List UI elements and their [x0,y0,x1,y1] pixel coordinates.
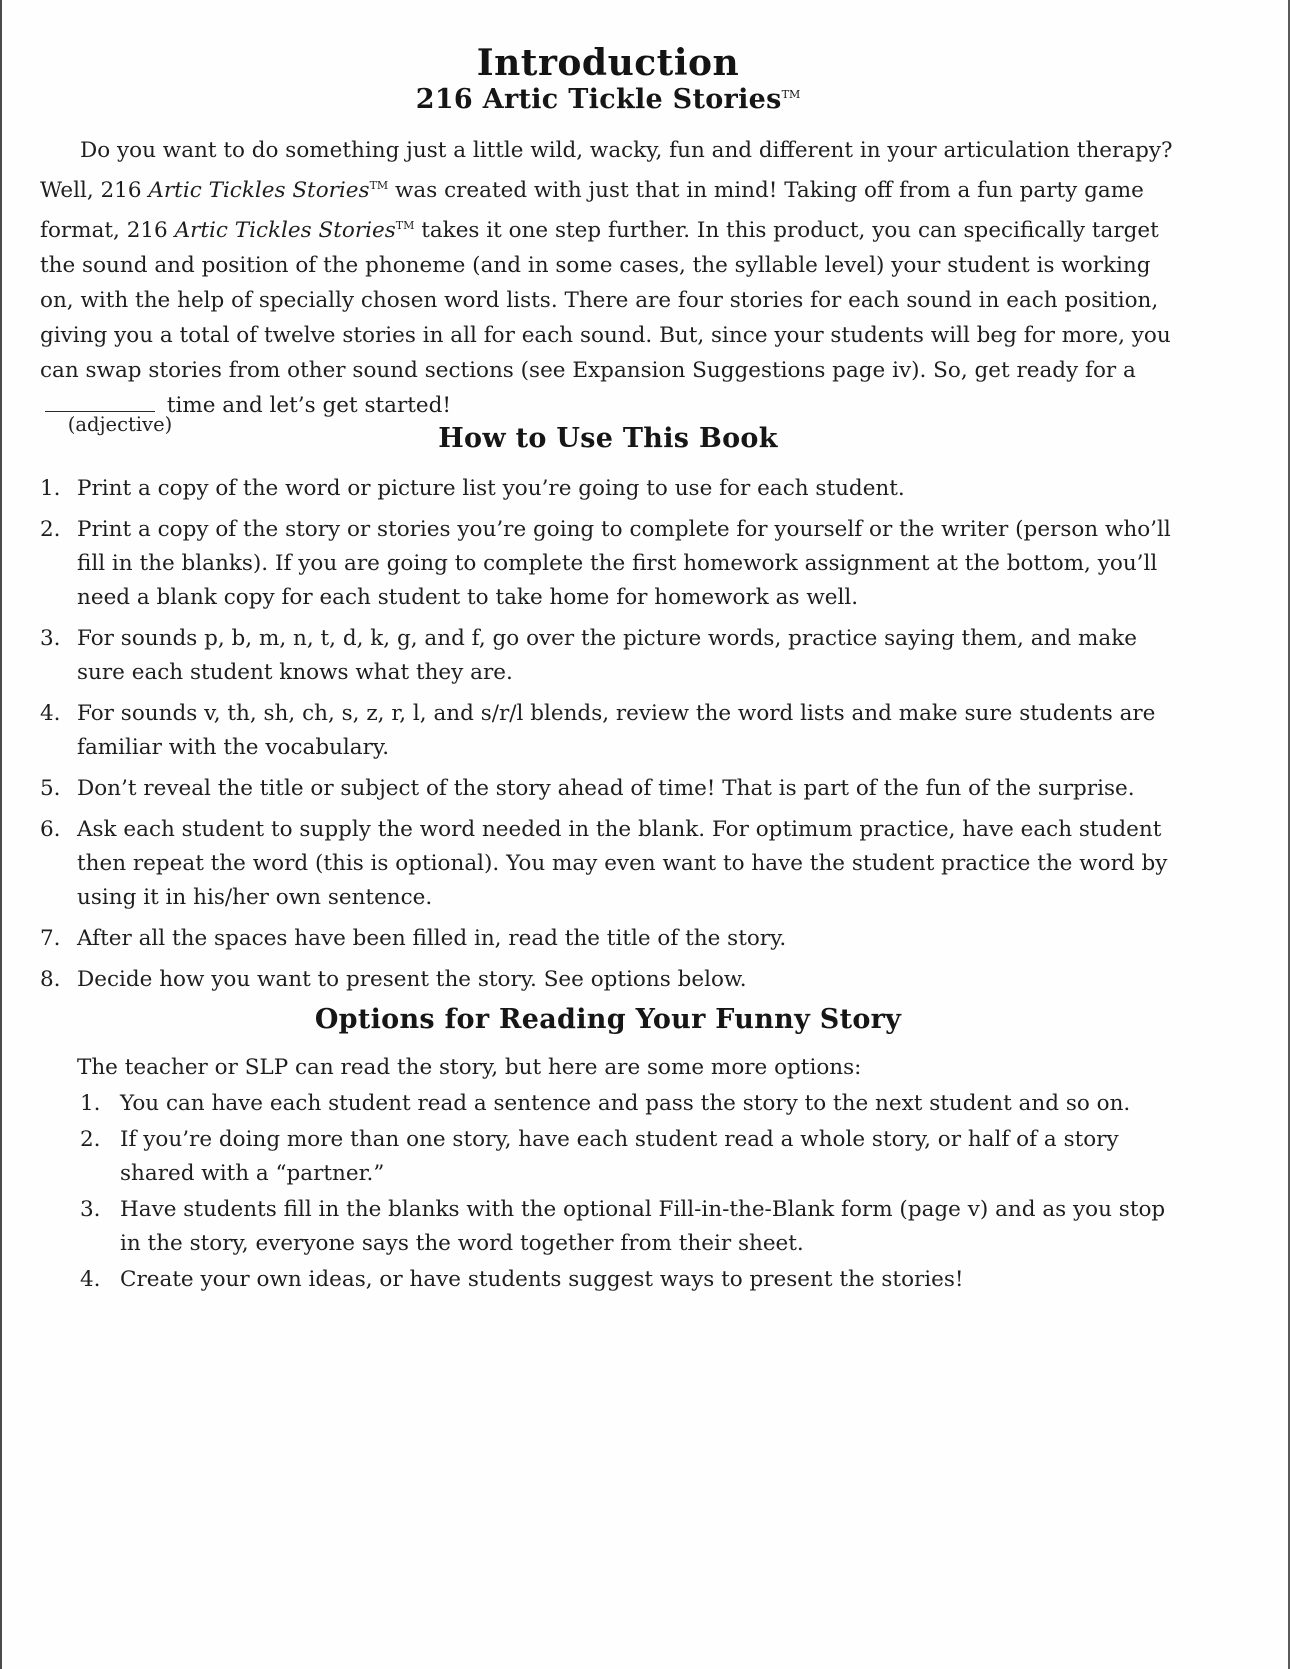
list-item-text: Have students fill in the blanks with the optional Fill-in-the-Blank form (page v) and as you stop in the story, everyone says the word together from their sheet. [120,1197,1166,1257]
list-item-text: You can have each student read a sentence and pass the story to the next student and so on. [120,1091,1131,1117]
options-heading: Options for Reading Your Funny Story [314,1004,902,1036]
how-to-use-heading: How to Use This Book [438,423,778,455]
how-to-use-list-item [40,622,1176,690]
how-to-use-list-item [40,697,1176,765]
options-list-item [80,1193,1176,1261]
list-item-text: After all the spaces have been filled in, read the title of the story. [77,926,787,952]
options-intro-text: The teacher or SLP can read the story, but here are some more options: [77,1055,862,1081]
list-item-number: 2. [80,1127,101,1153]
options-list-item [80,1087,1176,1121]
options-list [80,1087,1176,1297]
list-item-number: 1. [40,476,61,502]
intro-paragraph [40,133,1176,437]
how-to-use-list [40,472,1176,997]
list-item-number: 3. [40,626,61,652]
trademark-symbol: TM [781,88,801,101]
artic-tickle-stories-heading [40,84,1176,115]
intro-paragraph-text: was created with just that in mind! Taking off from a fun party game format, 216 [40,178,1144,244]
list-item-number: 2. [40,517,61,543]
list-item-number: 4. [40,701,61,727]
list-item-text: Print a copy of the word or picture list you’re going to use for each student. [77,476,905,502]
options-list-item [80,1123,1176,1191]
list-item-text: For sounds p, b, m, n, t, d, k, g, and f, go over the picture words, practice saying them, and make sure each student knows what they are. [77,626,1137,686]
artic-tickle-stories-heading-text: 216 Artic Tickle Stories [415,84,782,115]
list-item-text: For sounds v, th, sh, ch, s, z, r, l, and s/r/l blends, review the word lists and make sure students are familiar with the vocabulary. [77,701,1156,761]
product-name-italic: Artic Tickles Stories [148,178,370,204]
how-to-use-list-item [40,772,1176,806]
list-item-text: If you’re doing more than one story, have each student read a whole story, or half of a story shared with a “partner.” [120,1127,1119,1187]
list-item-text: Decide how you want to present the story. See options below. [77,967,747,993]
how-to-use-list-item [40,813,1176,915]
intro-paragraph-text: takes it one step further. In this product, you can specifically target the sound and position of the phoneme (and in some cases, the syllable level) your student is working on, with the help of specially chosen word lists. There are four stories for each sound in each position, giving you a total of twelve stories in all for each sound. But, since your students will beg for more, you can swap stories from other sound sections (see Expansion Suggestions page iv). So, get ready for a [40,218,1171,384]
list-item-text: Don’t reveal the title or subject of the story ahead of time! That is part of the fun of the surprise. [77,776,1135,802]
list-item-text: Print a copy of the story or stories you’re going to complete for yourself or the writer (person who’ll fill in the blanks). If you are going to complete the first homework assignment at the bottom, you’ll need a blank copy for each student to take home for homework as well. [77,517,1171,611]
list-item-number: 8. [40,967,61,993]
page-title: Introduction [476,42,740,84]
intro-paragraph-text: Do you want to do something just a little wild, wacky, fun and different in your articulation therapy? Well, 216 [40,138,1173,204]
blank-part-of-speech-label: (adjective) [67,413,173,437]
how-to-use-list-item [40,922,1176,956]
list-item-number: 6. [40,817,61,843]
product-name-italic: Artic Tickles Stories [174,218,396,244]
trademark-symbol: TM [395,219,415,233]
how-to-use-list-item [40,513,1176,615]
list-item-text: Create your own ideas, or have students suggest ways to present the stories! [120,1267,964,1293]
list-item-number: 1. [80,1091,101,1117]
how-to-use-list-item [40,472,1176,506]
trademark-symbol: TM [369,179,389,192]
list-item-number: 3. [80,1197,101,1223]
how-to-use-list-item [40,963,1176,997]
options-list-item [80,1263,1176,1297]
list-item-number: 7. [40,926,61,952]
list-item-number: 5. [40,776,61,802]
intro-paragraph-text: time and let’s get started! [160,393,451,419]
list-item-number: 4. [80,1267,101,1293]
fill-in-blank-line [45,411,173,437]
list-item-text: Ask each student to supply the word needed in the blank. For optimum practice, have each student then repeat the word (this is optional). You may even want to have the student practice the word by using it in his/her own sentence. [77,817,1168,911]
